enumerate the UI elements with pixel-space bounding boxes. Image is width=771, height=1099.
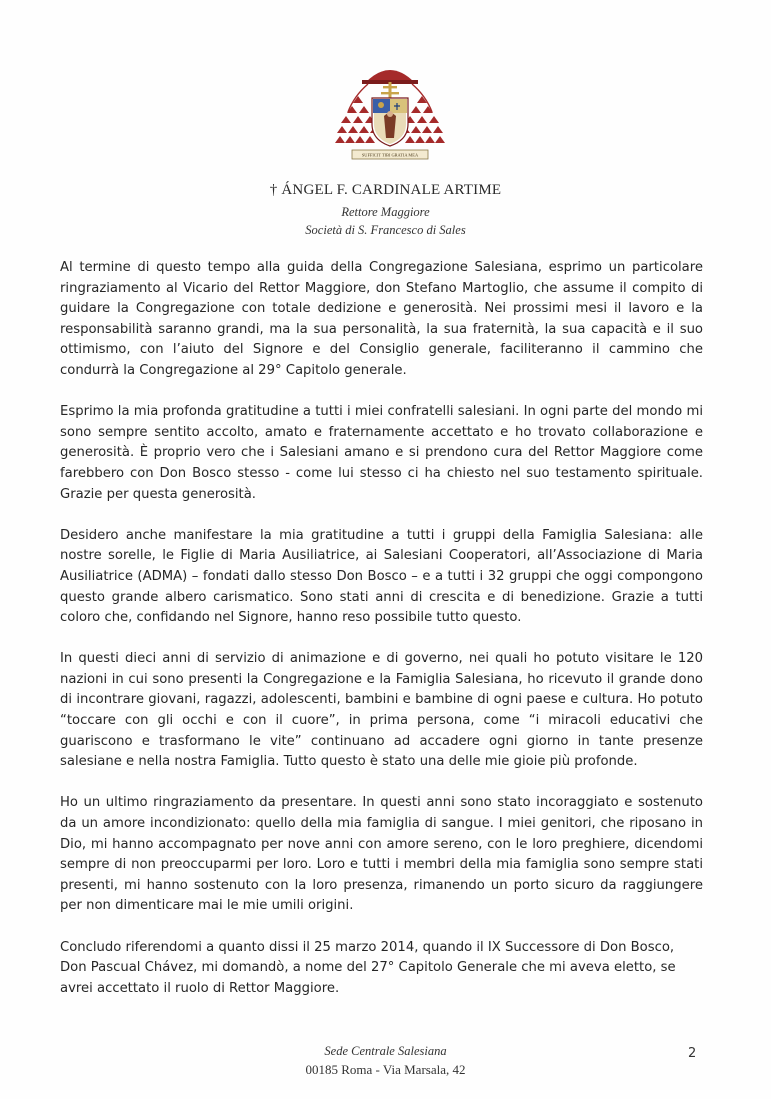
cardinal-coat-of-arms bbox=[334, 52, 446, 170]
paragraph-5: Ho un ultimo ringraziamento da presentare. In questi anni sono stato incoraggiato e sostenuto da un amore incondizionato: quello della mia famiglia di sangue. I miei genitori, che riposano in Dio, mi hanno accompagnato per nove anni con amore sereno, con le loro preghiere, dicendomi sempre di non preoccuparmi per loro. Loro e tutti i membri della mia famiglia sono sempre stati presenti, mi hanno sostenuto con la loro presenza, rimanendo un porto sicuro da raggiungere per non dimenticare mai le mie umili origini. bbox=[60, 795, 703, 914]
footer-office: Sede Centrale Salesiana bbox=[324, 1044, 447, 1058]
paragraph-4: In questi dieci anni di servizio di animazione e di governo, nei quali ho potuto visitare le 120 nazioni in cui sono presenti la Congregazione e la Famiglia Salesiana, ho ricevuto il grande dono di incontrare giovani, ragazzi, adolescenti, bambini e bambine di ogni paese e cultura. Ho potuto “toccare con gli occhi e con il cuore”, in prima persona, come “i miracoli educativi che guariscono e trasformano le vite” continuano ad accadere ogni giorno in tante presenze salesiane e nella nostra Famiglia. Tutto questo è stato una delle mie gioie più profonde. bbox=[60, 651, 703, 770]
paragraph-6: Concludo riferendomi a quanto dissi il 25 marzo 2014, quando il IX Successore di Don Bosco, Don Pascual Chávez, mi domandò, a nome del 27° Capitolo Generale che mi aveva eletto, se avrei accettato il ruolo di Rettor Maggiore. bbox=[60, 939, 676, 996]
society-name: Società di S. Francesco di Sales bbox=[305, 223, 466, 237]
cardinal-name: † ÁNGEL F. CARDINALE ARTIME bbox=[269, 182, 502, 198]
paragraph-1: Al termine di questo tempo alla guida della Congregazione Salesiana, esprimo un particolare ringraziamento al Vicario del Rettor Maggiore, don Stefano Martoglio, che assume il compito di guidare la Congregazione con totale dedizione e generosità. Nei prossimi mesi il lavoro e la responsabilità saranno grandi, ma la sua personalità, la sua fraternità, la sua capacità e il suo ottimismo, con l’aiuto del Signore e del Consiglio generale, faciliteranno il cammino che condurrà la Congregazione al 29° Capitolo generale. bbox=[60, 260, 703, 378]
cross-icon bbox=[381, 82, 399, 100]
paragraph-3: Desidero anche manifestare la mia gratitudine a tutti i gruppi della Famiglia Salesiana: alle nostre sorelle, le Figlie di Maria Ausiliatrice, ai Salesiani Cooperatori, all’Associazione di Maria Ausiliatrice (ADMA) – fondati dallo stesso Don Bosco – e a tutti i 32 gruppi che oggi compongono questo grande albero carismatico. Sono stati anni di crescita e di benedizione. Grazie a tutti coloro che, confidando nel Signore, hanno reso possibile tutto questo. bbox=[60, 527, 703, 626]
crest-motto: SUFFICIT TIBI GRATIA MEA bbox=[361, 152, 419, 158]
letter-body bbox=[60, 258, 703, 1020]
page-number: 2 bbox=[688, 1046, 697, 1061]
footer-address: 00185 Roma - Via Marsala, 42 bbox=[305, 1062, 466, 1077]
paragraph-2: Esprimo la mia profonda gratitudine a tutti i miei confratelli salesiani. In ogni parte del mondo mi sono sempre sentito accolto, amato e fraternamente accettato e ho trovato collaborazione e generosità. È proprio vero che i Salesiani amano e si prendono cura del Rettor Maggiore come farebbero con Don Bosco stesso - come lui stesso ci ha chiesto nel suo testamento spirituale. Grazie per questa generosità. bbox=[60, 404, 703, 502]
cardinal-role: Rettore Maggiore bbox=[341, 205, 430, 219]
